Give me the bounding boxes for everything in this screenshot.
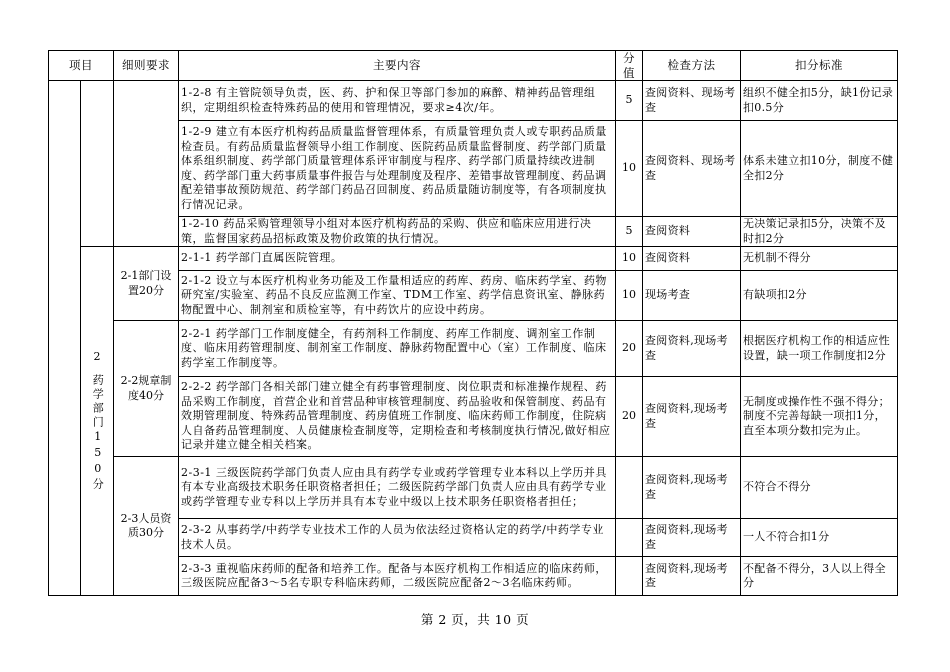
section-title: 药学部门150分 [91,374,105,493]
deduction-cell: 无制度或操作性不强不得分；制度不完善每缺一项扣1分，直至本项分数扣完为止。 [741,377,898,457]
section-blank-cell [81,81,114,247]
content-cell: 1-2-9 建立有本医疗机构药品质量监督管理体系，有质量管理负责人或专职药品质量检查员。有药品质量监督领导小组工作制度、医院药品质量监督制度、药学部门质量体系组织制度、药学部门质量管理体系评审制度与程序、药学部门质量持续改进制度、药学部门重大药事质量事件报告与处理制度及程序、差错事故管理制度、药品调配差错事故预防规范、药学部门药品召回制度、药品质量随访制度等，有各项制度执行情况记录。 [179,121,616,217]
deduction-cell: 无决策记录扣5分，决策不及时扣2分 [741,217,898,247]
header-content: 主要内容 [179,51,616,81]
header-rules: 细则要求 [114,51,179,81]
method-cell: 查阅资料,现场考查 [643,321,741,377]
method-cell: 查阅资料,现场考查 [643,557,741,596]
section-number: 2 [93,349,101,363]
header-project: 项目 [49,51,114,81]
method-cell: 查阅资料,现场考查 [643,519,741,557]
header-method: 检查方法 [643,51,741,81]
table-row [49,247,898,271]
method-cell: 查阅资料,现场考查 [643,457,741,519]
content-cell: 2-3-3 重视临床药师的配备和培养工作。配备与本医疗机构工作相适应的临床药师，三级医院应配备3～5名专职专科临床药师，二级医院应配备2～3名临床药师。 [179,557,616,596]
group-label-2-1: 2-1部门设置20分 [114,247,179,321]
rule-blank-cell [114,81,179,247]
content-cell: 2-3-2 从事药学/中药学专业技术工作的人员为依法经过资格认定的药学/中药学专业技术人员。 [179,519,616,557]
content-cell: 2-1-2 设立与本医疗机构业务功能及工作量相适应的药库、药房、临床药学室、药物研究室/实验室、药品不良反应监测工作室、TDM工作室、药学信息资讯室、静脉药物配置中心、制剂室和质检室等，有中药饮片的应设中药房。 [179,271,616,321]
deduction-cell: 有缺项扣2分 [741,271,898,321]
deduction-cell: 体系未建立扣10分，制度不健全扣2分 [741,121,898,217]
method-cell: 查阅资料 [643,217,741,247]
score-cell: 20 [616,377,643,457]
group-label-2-2: 2-2规章制度40分 [114,321,179,457]
project-blank-cell [49,81,81,596]
method-cell: 现场考查 [643,271,741,321]
method-cell: 查阅资料、现场考查 [643,81,741,121]
section-label-cell [81,247,114,596]
score-cell: 10 [616,247,643,271]
content-cell: 1-2-10 药品采购管理领导小组对本医疗机构药品的采购、供应和临床应用进行决策，监督国家药品招标政策及物价政策的执行情况。 [179,217,616,247]
table-row [49,81,898,121]
score-cell [616,519,643,557]
score-cell [616,457,643,519]
method-cell: 查阅资料、现场考查 [643,121,741,217]
score-cell: 10 [616,271,643,321]
group-label-2-3: 2-3人员资质30分 [114,457,179,596]
header-row [49,51,898,81]
content-cell: 2-3-1 三级医院药学部门负责人应由具有药学专业或药学管理专业本科以上学历并具有本专业高级技术职务任职资格者担任；二级医院药学部门负责人应由具有药学专业或药学管理专业专科以上学历并具有本专业中级以上技术职务任职资格者担任； [179,457,616,519]
header-score: 分值 [616,51,643,81]
deduction-cell: 根据医疗机构工作的相适应性设置，缺一项工作制度扣2分 [741,321,898,377]
content-cell: 1-2-8 有主管院领导负责，医、药、护和保卫等部门参加的麻醉、精神药品管理组织，定期组织检查特殊药品的使用和管理情况，要求≥4次/年。 [179,81,616,121]
score-cell [616,557,643,596]
deduction-cell: 无机制不得分 [741,247,898,271]
score-cell: 20 [616,321,643,377]
deduction-cell: 不符合不得分 [741,457,898,519]
header-deduction: 扣分标准 [741,51,898,81]
table-row [49,321,898,377]
content-cell: 2-1-1 药学部门直属医院管理。 [179,247,616,271]
content-cell: 2-2-2 药学部门各相关部门建立健全有药事管理制度、岗位职责和标准操作规程、药品采购工作制度，首营企业和首营品种审核管理制度、药品验收和保管制度、药品有效期管理制度、特殊药品管理制度、药房值班工作制度、临床药师工作制度，住院病人自备药品管理制度、人员健康检查制度等，定期检查和考核制度执行情况,做好相应记录并建立健全相关档案。 [179,377,616,457]
score-cell: 5 [616,81,643,121]
page-footer: 第 2 页，共 10 页 [420,612,530,627]
deduction-cell: 组织不健全扣5分，缺1份记录扣0.5分 [741,81,898,121]
score-cell: 5 [616,217,643,247]
content-cell: 2-2-1 药学部门工作制度健全，有药剂科工作制度、药库工作制度、调剂室工作制度、临床用药管理制度、制剂室工作制度、静脉药物配置中心（室）工作制度、临床药学室工作制度等。 [179,321,616,377]
method-cell: 查阅资料 [643,247,741,271]
score-cell: 10 [616,121,643,217]
method-cell: 查阅资料,现场考查 [643,377,741,457]
deduction-cell: 一人不符合扣1分 [741,519,898,557]
assessment-table [48,50,898,596]
deduction-cell: 不配备不得分，3人以上得全分 [741,557,898,596]
table-row [49,457,898,519]
